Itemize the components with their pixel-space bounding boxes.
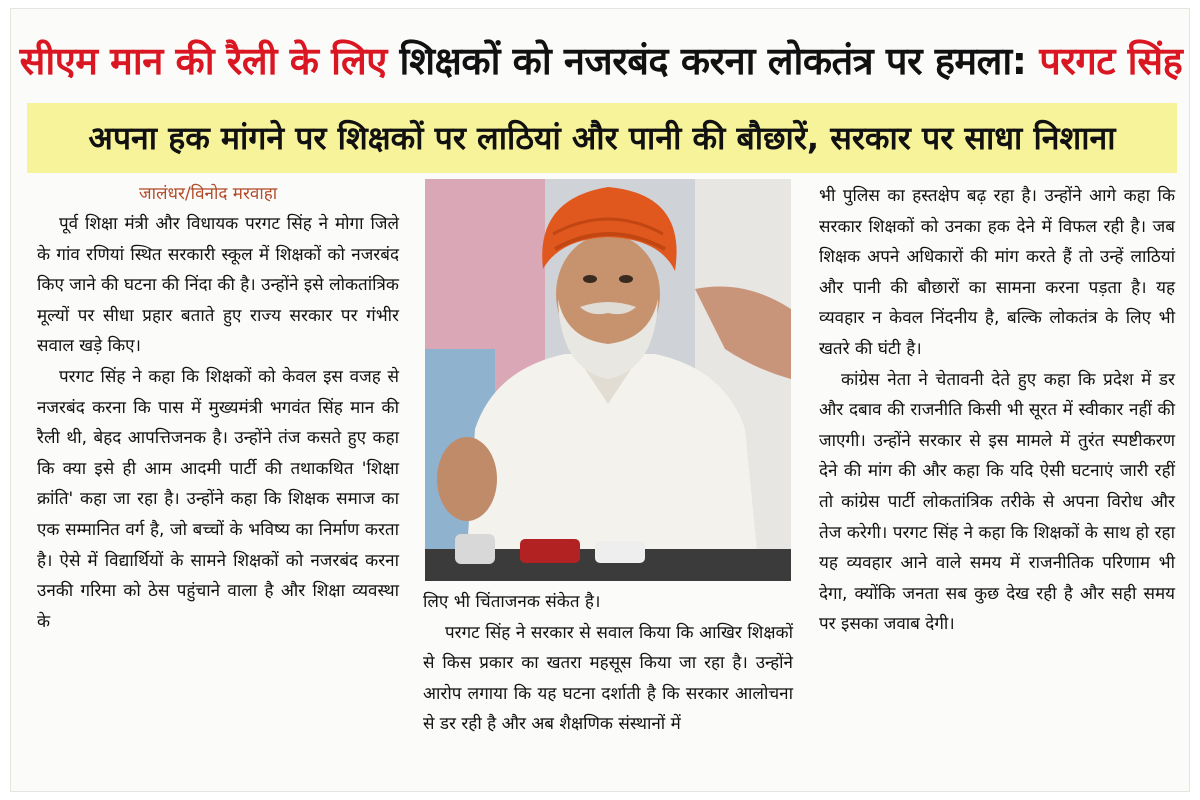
newspaper-clipping [10, 8, 1190, 792]
subheadline: अपना हक मांगने पर शिक्षकों पर लाठियां और पानी की बौछारें, सरकार पर साधा निशाना [27, 103, 1177, 173]
column1-paragraph-2: परगट सिंह ने कहा कि शिक्षकों को केवल इस वजह से नजरबंद करना कि पास में मुख्यमंत्री भगवंत सिंह मान की रैली थी, बेहद आपत्तिजनक है। उन्होंने तंज कसते हुए कहा कि क्या इसे ही आम आदमी पार्टी की तथाकथित 'शिक्षा क्रांति' कहा जा रहा है। उन्होंने कहा कि शिक्षक समाज का एक सम्मानित वर्ग है, जो बच्चों के भविष्य का निर्माण करता है। ऐसे में विद्यार्थियों के सामने शिक्षकों को नजरबंद करना उनकी गरिमा को ठेस पहुंचाने वाला है और शिक्षा व्यवस्था के [37, 366, 399, 632]
headline-black-part: शिक्षकों को नजरबंद करना लोकतंत्र पर हमला: [399, 39, 1027, 83]
article-column-3 [819, 181, 1175, 640]
article-photo [425, 179, 791, 581]
column2-paragraph-1: लिए भी चिंताजनक संकेत है। [423, 592, 601, 612]
article-column-2 [423, 587, 793, 740]
column1-paragraph-1: पूर्व शिक्षा मंत्री और विधायक परगट सिंह ने मोगा जिले के गांव रणियां स्थित सरकारी स्कूल में शिक्षकों को नजरबंद किए जाने की घटना की निंदा की है। उन्होंने इसे लोकतांत्रिक मूल्यों पर सीधा प्रहार बताते हुए राज्य सरकार पर गंभीर सवाल खड़े किए। [37, 214, 399, 357]
column3-paragraph-2: कांग्रेस नेता ने चेतावनी देते हुए कहा कि प्रदेश में डर और दबाव की राजनीति किसी भी सूरत में स्वीकार नहीं की जाएगी। उन्होंने सरकार से इस मामले में तुरंत स्पष्टीकरण देने की मांग की और कहा कि यदि ऐसी घटनाएं जारी रहीं तो कांग्रेस पार्टी लोकतांत्रिक तरीके से अपना विरोध और तेज करेगी। परगट सिंह ने कहा कि शिक्षकों के साथ हो रहा यह व्यवहार आने वाले समय में राजनीतिक परिणाम भी देगा, क्योंकि जनता सब कुछ देख रही है और सही समय पर इसका जवाब देगी। [819, 369, 1175, 635]
byline: जालंधर/विनोद मरवाहा [139, 184, 278, 204]
column2-paragraph-2: परगट सिंह ने सरकार से सवाल किया कि आखिर शिक्षकों से किस प्रकार का खतरा महसूस किया जा रहा है। उन्होंने आरोप लगाया कि यह घटना दर्शाती है कि सरकार आलोचना से डर रही है और अब शैक्षणिक संस्थानों में [423, 622, 793, 735]
article-column-1 [37, 179, 399, 637]
headline-red-part: सीएम मान की रैली के लिए [19, 39, 387, 83]
headline [11, 23, 1190, 99]
politician-photo-illustration [425, 179, 791, 581]
headline-name-part: परगट सिंह [1039, 39, 1183, 83]
column3-paragraph-1: भी पुलिस का हस्तक्षेप बढ़ रहा है। उन्होंने आगे कहा कि सरकार शिक्षकों को उनका हक देने में विफल रही है। जब शिक्षक अपने अधिकारों की मांग करते हैं तो उन्हें लाठियां और पानी की बौछारों का सामना करना पड़ता है। यह व्यवहार न केवल निंदनीय है, बल्कि लोकतंत्र के लिए भी खतरे की घंटी है। [819, 186, 1175, 359]
